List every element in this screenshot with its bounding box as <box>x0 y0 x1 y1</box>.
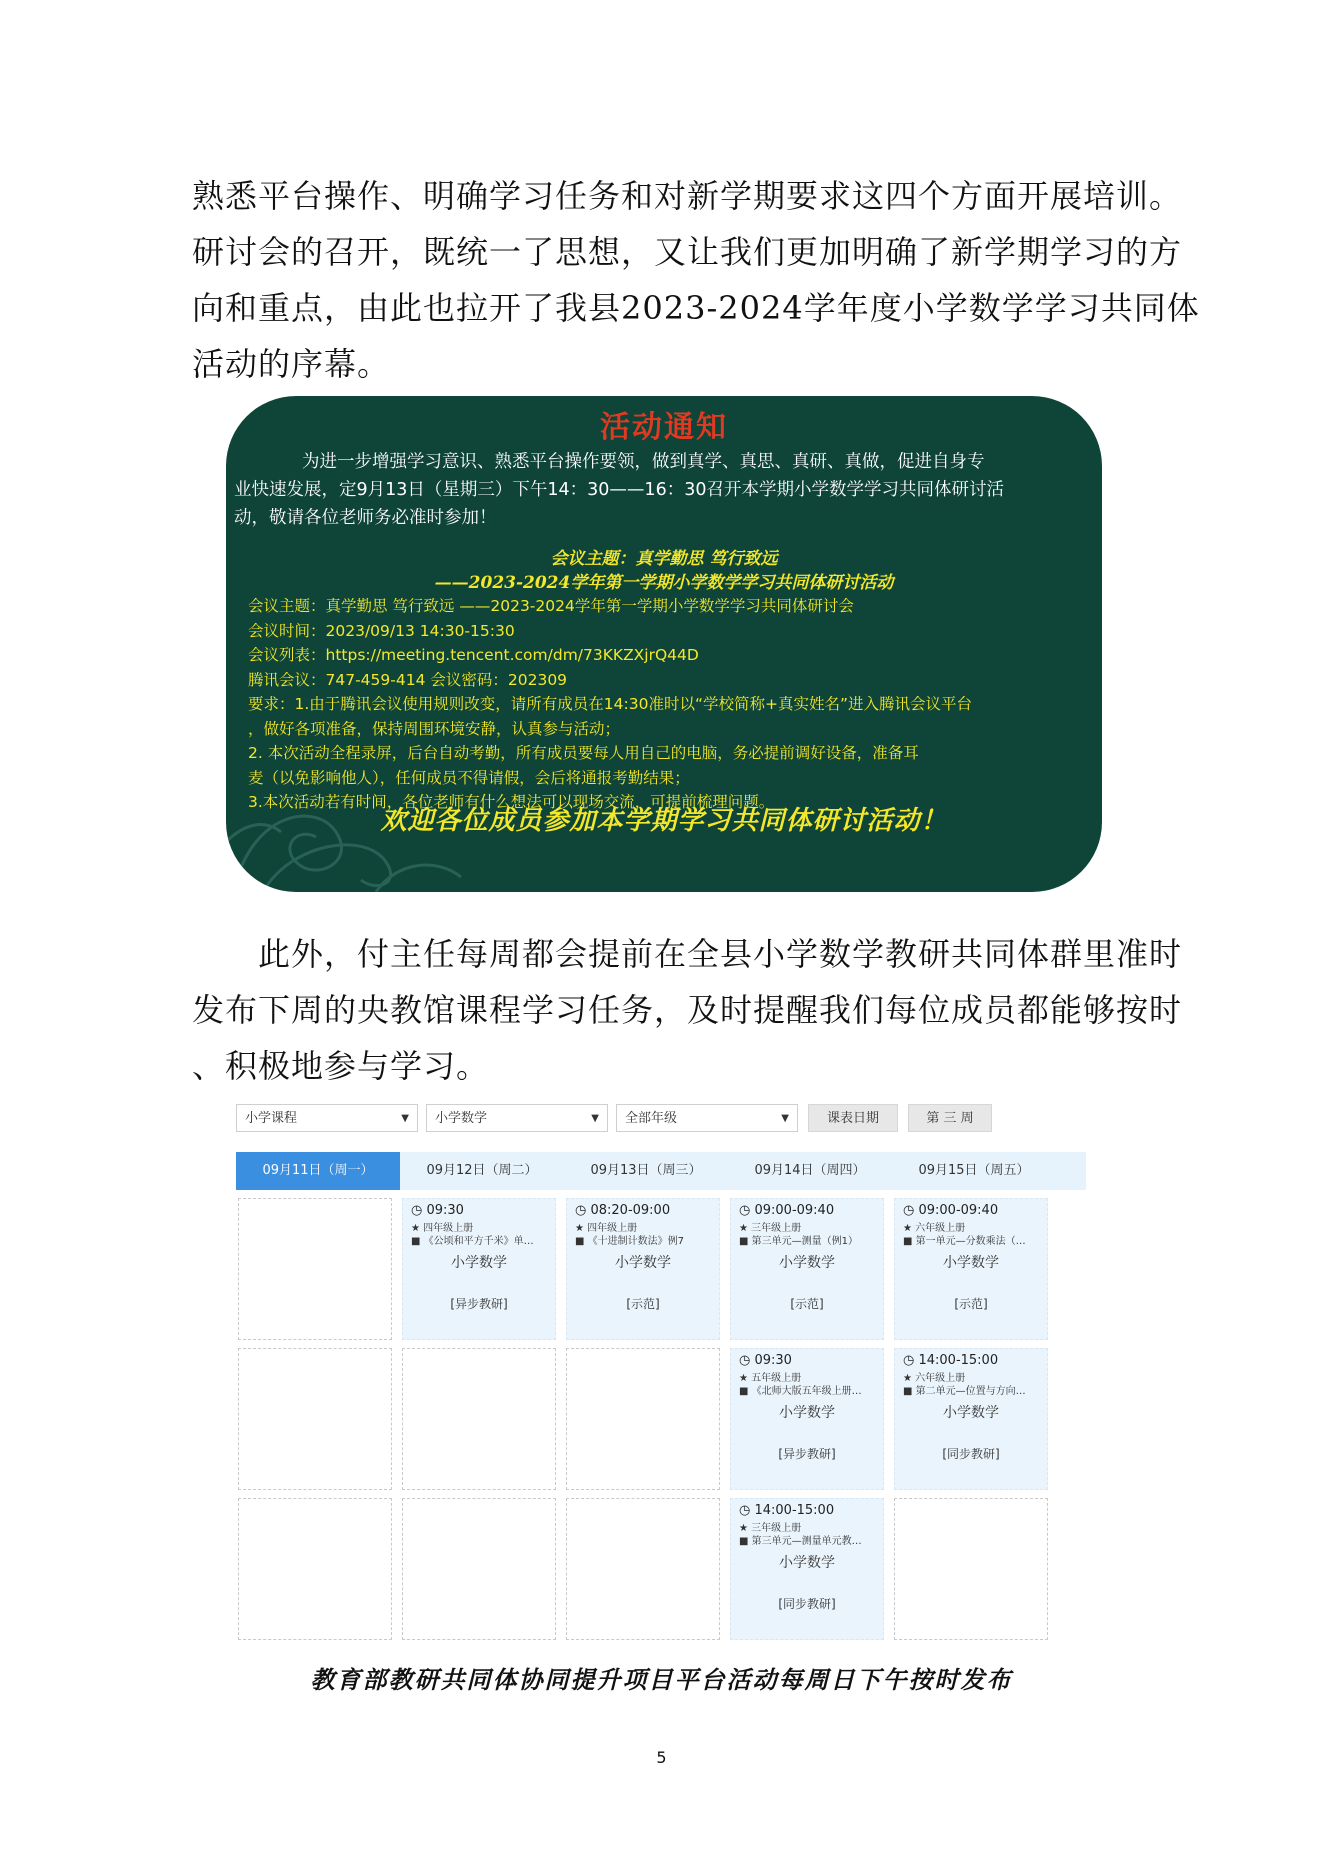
book-icon: ■ <box>739 1386 749 1397</box>
event-time-text: 14:00-15:00 <box>754 1503 835 1518</box>
event-time-text: 09:00-09:40 <box>754 1203 835 1218</box>
clock-icon: ◷ <box>903 1353 915 1368</box>
event-tag[interactable]: [示范] <box>626 1297 660 1311</box>
clock-icon: ◷ <box>739 1203 751 1218</box>
schedule-event[interactable] <box>730 1498 884 1640</box>
star-icon: ★ <box>903 1373 912 1384</box>
schedule-date-button[interactable]: 课表日期 <box>808 1104 898 1132</box>
page-number: 5 <box>656 1748 667 1767</box>
intro-line: 为进一步增强学习意识、熟悉平台操作要领，做到真学、真思、真研、真做，促进自身专 <box>302 452 985 472</box>
event-lesson <box>411 1232 551 1247</box>
event-time-text: 14:00-15:00 <box>918 1353 999 1368</box>
notice-intro <box>234 448 1094 532</box>
book-icon: ■ <box>903 1386 913 1397</box>
caret-down-icon: ▼ <box>401 1113 409 1124</box>
grade-select[interactable] <box>616 1104 798 1132</box>
schedule-empty-cell <box>238 1348 392 1490</box>
text-line: 此外，付主任每周都会提前在全县小学数学教研共同体群里准时 <box>192 935 1183 973</box>
select-value: 全部年级 <box>625 1111 678 1126</box>
event-lesson-text: 《十进制计数法》例7 <box>587 1236 685 1247</box>
event-tag[interactable]: [异步教研] <box>778 1447 836 1461</box>
intro-line: 业快速发展，定9月13日（星期三）下午14：30——16：30召开本学期小学数学学习共同体研讨活 <box>234 480 1004 500</box>
notice-theme-subtitle: ——2023-2024学年第一学期小学数学学习共同体研讨活动 <box>434 573 894 593</box>
schedule-empty-cell <box>402 1498 556 1640</box>
event-grade-text: 四年级上册 <box>587 1223 638 1234</box>
activity-notice-image <box>226 396 1102 892</box>
event-lesson <box>739 1532 879 1547</box>
star-icon: ★ <box>739 1223 748 1234</box>
paragraph-intro <box>192 168 1200 392</box>
event-tag[interactable]: [异步教研] <box>450 1297 508 1311</box>
book-icon: ■ <box>903 1236 913 1247</box>
event-time-text: 09:30 <box>754 1353 792 1368</box>
caret-down-icon: ▼ <box>781 1113 789 1124</box>
clock-icon: ◷ <box>903 1203 915 1218</box>
subject-select[interactable] <box>426 1104 608 1132</box>
event-time <box>903 1203 998 1218</box>
event-time-text: 08:20-09:00 <box>590 1203 671 1218</box>
figure-caption: 教育部教研共同体协同提升项目平台活动每周日下午按时发布 <box>310 1665 1013 1694</box>
tab-tuesday[interactable]: 09月12日（周二） <box>426 1163 538 1178</box>
schedule-event[interactable] <box>894 1198 1048 1340</box>
event-lesson <box>575 1232 715 1247</box>
event-lesson <box>739 1382 879 1397</box>
paragraph-weekly-tasks <box>192 926 1183 1094</box>
event-tag[interactable]: [同步教研] <box>942 1447 1000 1461</box>
event-grade-text: 六年级上册 <box>915 1373 966 1384</box>
text-line: 、积极地参与学习。 <box>192 1047 490 1085</box>
event-time <box>575 1203 670 1218</box>
detail-line: 2. 本次活动全程录屏，后台自动考勤，所有成员要每人用自己的电脑，务必提前调好设备，准备耳 <box>248 744 919 762</box>
event-lesson-text: 《公顷和平方千米》单… <box>423 1236 534 1247</box>
intro-line: 动，敬请各位老师务必准时参加！ <box>234 508 497 528</box>
event-time <box>739 1353 792 1368</box>
book-icon: ■ <box>575 1236 585 1247</box>
event-subject: 小学数学 <box>779 1255 835 1271</box>
event-time <box>739 1203 834 1218</box>
notice-title: 活动通知 <box>600 410 728 445</box>
caret-down-icon: ▼ <box>591 1113 599 1124</box>
book-icon: ■ <box>739 1236 749 1247</box>
event-grade-text: 五年级上册 <box>751 1373 802 1384</box>
detail-line: ，做好各项准备，保持周围环境安静，认真参与活动； <box>248 719 621 738</box>
schedule-empty-cell <box>566 1348 720 1490</box>
event-time-text: 09:30 <box>426 1203 464 1218</box>
star-icon: ★ <box>903 1223 912 1234</box>
detail-line: 会议列表：https://meeting.tencent.com/dm/73KKZXjrQ44D <box>248 646 699 664</box>
event-lesson-text: 第三单元—测量单元教… <box>751 1536 862 1547</box>
event-lesson-text: 第二单元—位置与方向… <box>915 1386 1026 1397</box>
schedule-empty-cell <box>238 1198 392 1340</box>
event-grade-text: 三年级上册 <box>751 1223 802 1234</box>
book-icon: ■ <box>739 1536 749 1547</box>
select-value: 小学数学 <box>435 1111 488 1126</box>
course-category-select[interactable] <box>236 1104 418 1132</box>
week-button[interactable]: 第 三 周 <box>908 1104 992 1132</box>
detail-line: 腾讯会议：747-459-414 会议密码：202309 <box>248 670 568 689</box>
event-tag[interactable]: [示范] <box>790 1297 824 1311</box>
text-line: 发布下周的央教馆课程学习任务，及时提醒我们每位成员都能够按时 <box>192 991 1183 1029</box>
schedule-event[interactable] <box>730 1198 884 1340</box>
event-subject: 小学数学 <box>943 1405 999 1421</box>
text-line: 熟悉平台操作、明确学习任务和对新学期要求这四个方面开展培训。 <box>192 177 1183 215</box>
tab-friday[interactable]: 09月15日（周五） <box>918 1163 1030 1178</box>
event-tag[interactable]: [示范] <box>954 1297 988 1311</box>
event-lesson-text: 第一单元—分数乘法（… <box>915 1236 1026 1247</box>
schedule-event[interactable] <box>730 1348 884 1490</box>
event-lesson <box>739 1232 879 1247</box>
event-lesson-text: 《北师大版五年级上册… <box>751 1386 862 1397</box>
event-lesson-text: 第三单元—测量（例1） <box>751 1236 859 1247</box>
day-tabs <box>236 1152 1086 1190</box>
notice-welcome: 欢迎各位成员参加本学期学习共同体研讨活动！ <box>380 806 948 836</box>
event-subject: 小学数学 <box>779 1555 835 1571</box>
schedule-empty-cell <box>238 1498 392 1640</box>
notice-theme: 会议主题：真学勤思 笃行致远 <box>550 549 778 569</box>
event-time <box>411 1203 464 1218</box>
star-icon: ★ <box>739 1373 748 1384</box>
detail-line: 会议时间：2023/09/13 14:30-15:30 <box>248 621 515 640</box>
star-icon: ★ <box>411 1223 420 1234</box>
select-value: 小学课程 <box>245 1111 298 1126</box>
event-grade-text: 三年级上册 <box>751 1523 802 1534</box>
schedule-event[interactable] <box>402 1198 556 1340</box>
schedule-empty-cell <box>402 1348 556 1490</box>
clock-icon: ◷ <box>411 1203 423 1218</box>
star-icon: ★ <box>739 1523 748 1534</box>
tab-monday[interactable]: 09月11日（周一） <box>236 1152 400 1190</box>
schedule-event[interactable] <box>566 1198 720 1340</box>
clock-icon: ◷ <box>739 1353 751 1368</box>
clock-icon: ◷ <box>739 1503 751 1518</box>
event-subject: 小学数学 <box>615 1255 671 1271</box>
detail-line: 麦（以免影响他人），任何成员不得请假，会后将通报考勤结果； <box>248 768 690 787</box>
event-grade-text: 六年级上册 <box>915 1223 966 1234</box>
notice-details <box>248 594 1088 815</box>
clock-icon: ◷ <box>575 1203 587 1218</box>
event-tag[interactable]: [同步教研] <box>778 1597 836 1611</box>
book-icon: ■ <box>411 1236 421 1247</box>
tab-wednesday[interactable]: 09月13日（周三） <box>590 1163 702 1178</box>
tab-thursday[interactable]: 09月14日（周四） <box>754 1163 866 1178</box>
schedule-event[interactable] <box>894 1348 1048 1490</box>
star-icon: ★ <box>575 1223 584 1234</box>
text-line: 活动的序幕。 <box>192 345 391 383</box>
event-lesson <box>903 1382 1043 1397</box>
event-time <box>739 1503 834 1518</box>
event-subject: 小学数学 <box>451 1255 507 1271</box>
detail-line: 会议主题：真学勤思 笃行致远 ——2023-2024学年第一学期小学数学学习共同体研讨会 <box>248 597 854 615</box>
event-grade-text: 四年级上册 <box>423 1223 474 1234</box>
event-subject: 小学数学 <box>779 1405 835 1421</box>
schedule-empty-cell <box>566 1498 720 1640</box>
course-schedule-screenshot <box>236 1100 1086 1640</box>
event-time <box>903 1353 998 1368</box>
schedule-empty-cell <box>894 1498 1048 1640</box>
event-subject: 小学数学 <box>943 1255 999 1271</box>
event-time-text: 09:00-09:40 <box>918 1203 999 1218</box>
detail-line: 3.本次活动若有时间，各位老师有什么想法可以现场交流，可提前梳理问题。 <box>248 793 775 811</box>
detail-line: 要求：1.由于腾讯会议使用规则改变，请所有成员在14:30准时以“学校简称+真实姓名”进入腾讯会议平台 <box>248 695 973 713</box>
text-line: 向和重点，由此也拉开了我县2023-2024学年度小学数学学习共同体 <box>192 289 1200 327</box>
event-lesson <box>903 1232 1043 1247</box>
text-line: 研讨会的召开，既统一了思想，又让我们更加明确了新学期学习的方 <box>192 233 1183 271</box>
